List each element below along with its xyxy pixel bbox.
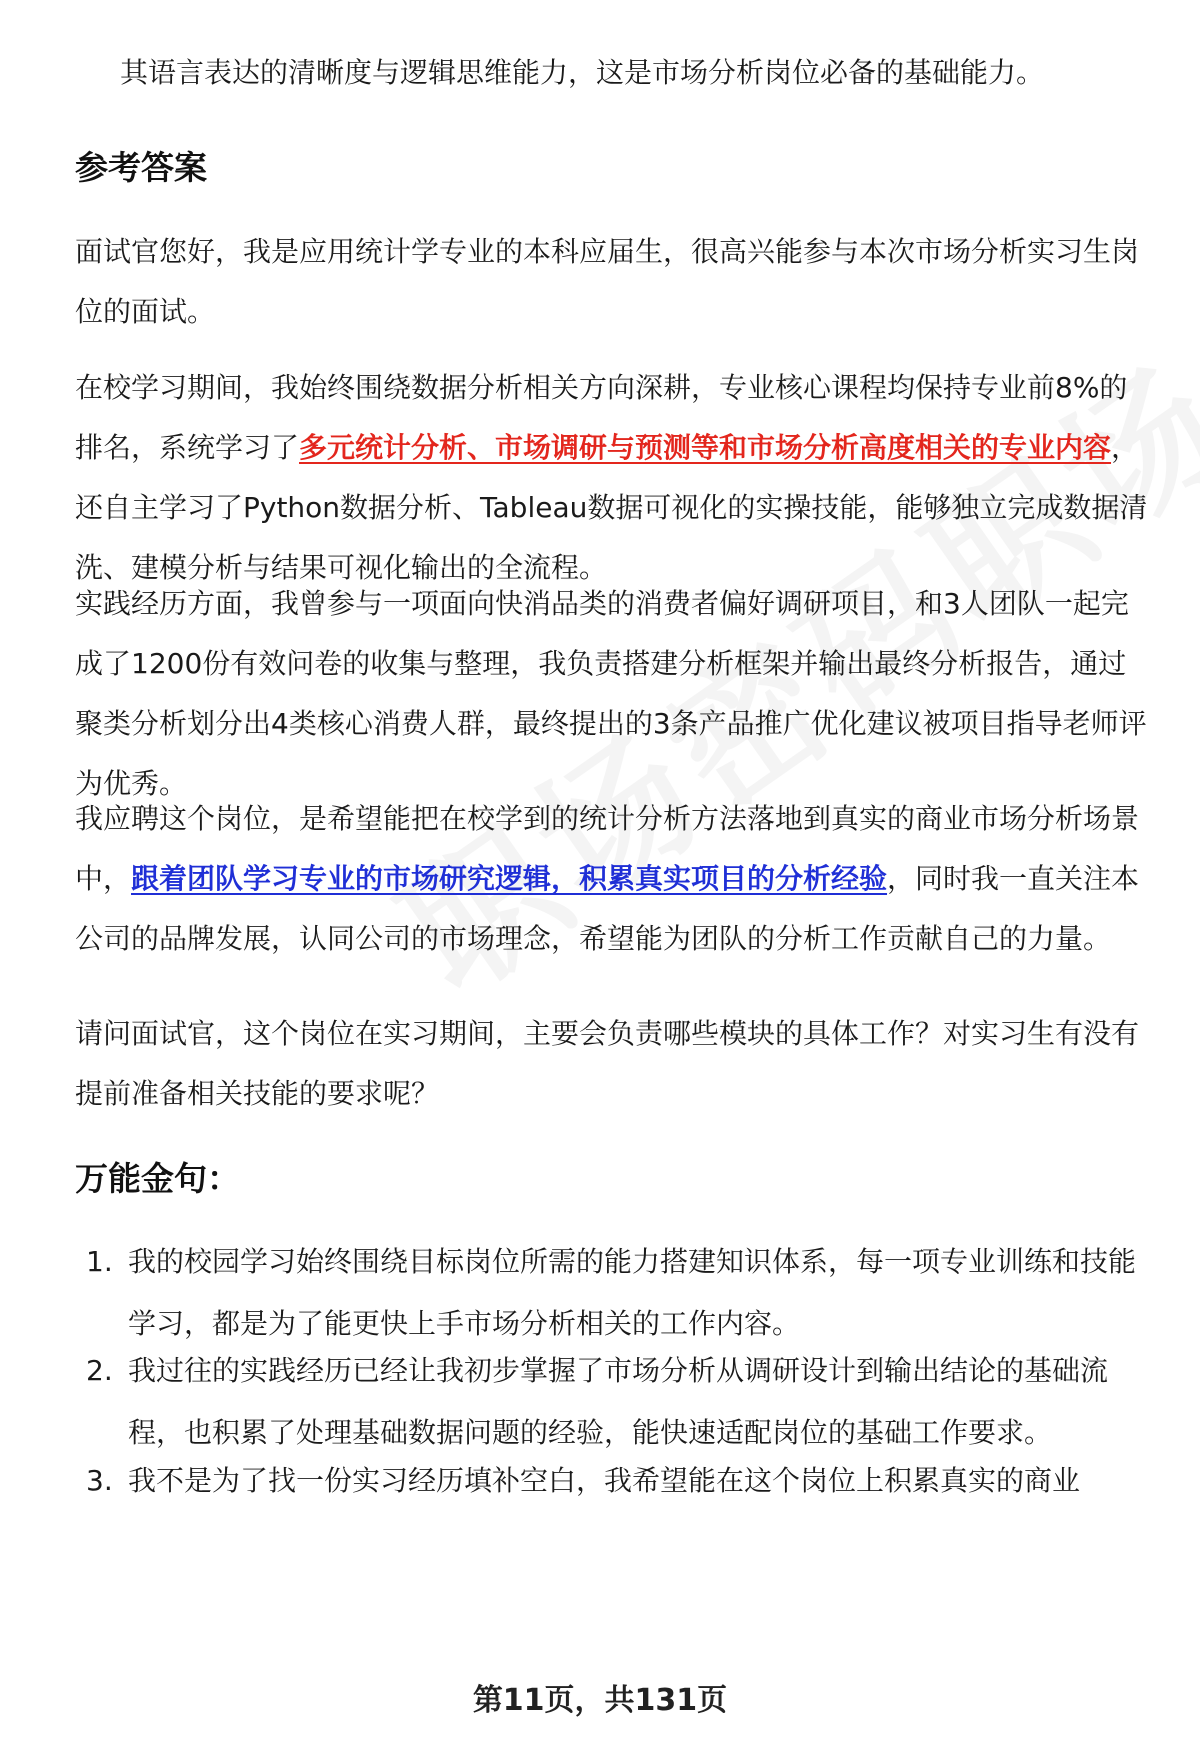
golden-item [86,1231,1150,1355]
motivation-highlight: 跟着团队学习专业的市场研究逻辑，积累真实项目的分析经验 [131,862,888,895]
paragraph-question: 请问面试官，这个岗位在实习期间，主要会负责哪些模块的具体工作？对实习生有没有提前准备相关技能的要求呢？ [75,1017,1140,1110]
paragraph-motivation [75,789,1150,969]
motivation-text-prefix: 我应聘这个岗位，是希望能把在校学到的统计分析方法落地到真实的商业市场分析场景中， [75,802,1140,895]
study-text-suffix: ，还自主学习了Python数据分析、Tableau数据可视化的实操技能，能够独立完成数据清洗、建模分析与结果可视化输出的全流程。 [75,431,1148,584]
golden-item [86,1340,1150,1464]
paragraph-study [75,358,1150,598]
intro-line: 其语言表达的清晰度与逻辑思维能力，这是市场分析岗位必备的基础能力。 [120,56,1045,89]
paragraph-greeting: 面试官您好，我是应用统计学专业的本科应届生，很高兴能参与本次市场分析实习生岗位的面试。 [75,235,1140,328]
golden-sentences-heading: 万能金句： [75,1159,240,1198]
reference-answer-heading: 参考答案 [75,148,207,187]
list-number: 3. [86,1464,113,1497]
study-highlight: 多元统计分析、市场调研与预测等和市场分析高度相关的专业内容 [299,431,1112,464]
golden-item [86,1450,1150,1512]
list-number: 2. [86,1354,113,1387]
list-number: 1. [86,1245,113,1278]
paragraph-practice: 实践经历方面，我曾参与一项面向快消品类的消费者偏好调研项目，和3人团队一起完成了1200份有效问卷的收集与整理，我负责搭建分析框架并输出最终分析报告，通过聚类分析划分出4类核心消费人群，最终提出的3条产品推广优化建议被项目指导老师评为优秀。 [75,587,1147,800]
list-text: 我的校园学习始终围绕目标岗位所需的能力搭建知识体系，每一项专业训练和技能学习，都是为了能更快上手市场分析相关的工作内容。 [128,1245,1137,1340]
motivation-text-suffix: ，同时我一直关注本公司的品牌发展，认同公司的市场理念，希望能为团队的分析工作贡献自己的力量。 [75,862,1140,955]
page-footer: 第11页，共131页 [472,1683,728,1718]
list-text: 我过往的实践经历已经让我初步掌握了市场分析从调研设计到输出结论的基础流程，也积累了处理基础数据问题的经验，能快速适配岗位的基础工作要求。 [128,1354,1109,1449]
list-text: 我不是为了找一份实习经历填补空白，我希望能在这个岗位上积累真实的商业 [128,1464,1081,1497]
study-text-prefix: 在校学习期间，我始终围绕数据分析相关方向深耕，专业核心课程均保持专业前8%的排名，系统学习了 [75,371,1128,464]
